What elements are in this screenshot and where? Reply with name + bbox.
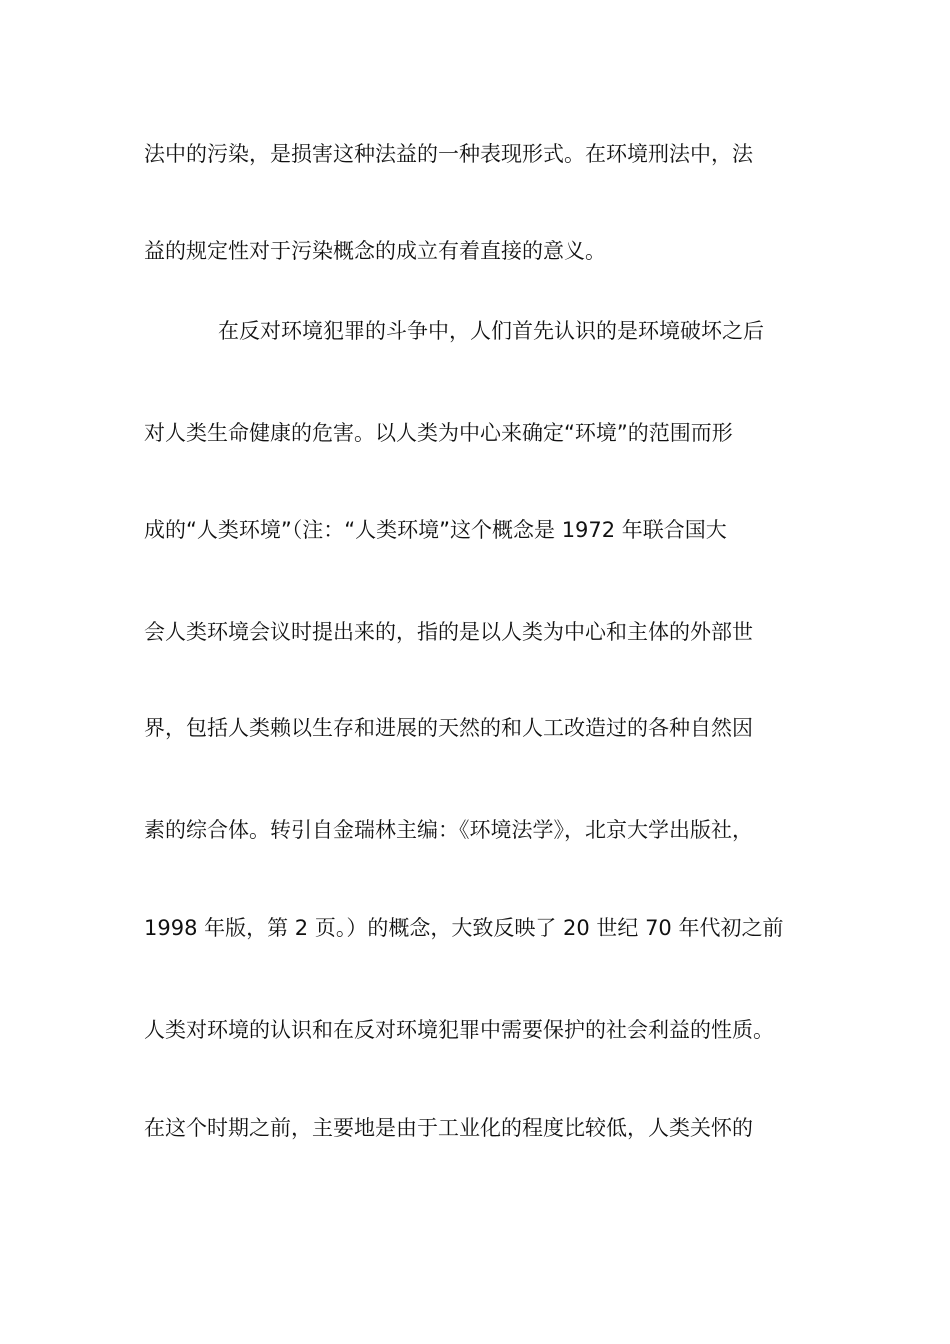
text-line-10: 人类对环境的认识和在反对环境犯罪中需要保护的社会利益的性质。 <box>144 1018 774 1042</box>
text-line-6: 会人类环境会议时提出来的，指的是以人类为中心和主体的外部世 <box>144 620 753 644</box>
text-line-5: 成的“人类环境”（注：“人类环境”这个概念是 1972 年联合国大 <box>144 518 727 542</box>
text-line-11: 在这个时期之前，主要地是由于工业化的程度比较低，人类关怀的 <box>144 1116 753 1140</box>
text-line-8: 素的综合体。转引自金瑞林主编：《环境法学》，北京大学出版社， <box>144 818 753 842</box>
text-line-4: 对人类生命健康的危害。以人类为中心来确定“环境”的范围而形 <box>144 421 733 445</box>
text-line-9: 1998 年版，第 2 页。）的概念，大致反映了 20 世纪 70 年代初之前 <box>144 916 784 940</box>
text-line-7: 界，包括人类赖以生存和进展的天然的和人工改造过的各种自然因 <box>144 716 753 740</box>
paragraph-start-line: 在反对环境犯罪的斗争中，人们首先认识的是环境破坏之后 <box>218 319 764 343</box>
text-line-1: 法中的污染，是损害这种法益的一种表现形式。在环境刑法中，法 <box>144 142 753 166</box>
text-line-2: 益的规定性对于污染概念的成立有着直接的意义。 <box>144 239 606 263</box>
